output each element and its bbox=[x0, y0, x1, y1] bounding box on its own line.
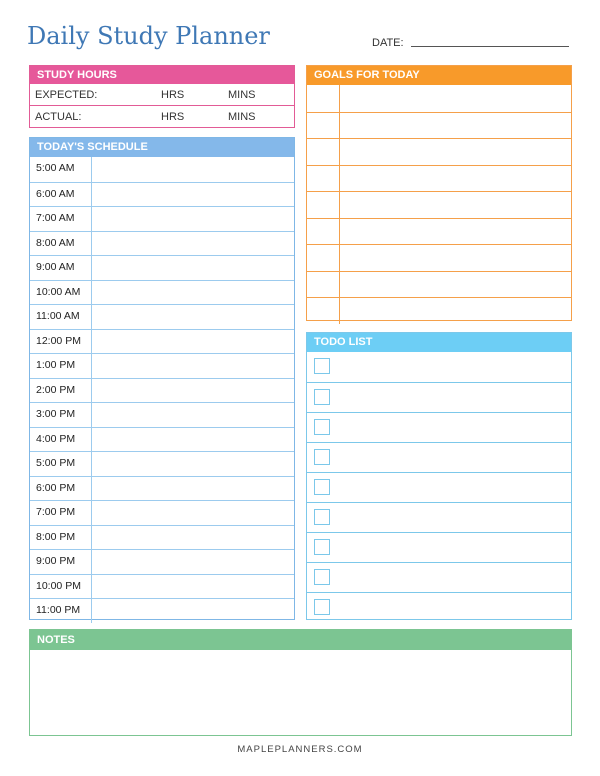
goal-marker-cell bbox=[307, 192, 340, 218]
goal-row[interactable] bbox=[307, 138, 571, 165]
page-title: Daily Study Planner bbox=[27, 22, 270, 50]
schedule-row[interactable] bbox=[30, 182, 294, 207]
schedule-entry-field[interactable] bbox=[92, 452, 294, 476]
date-input-line[interactable] bbox=[411, 46, 569, 47]
schedule-row[interactable] bbox=[30, 280, 294, 305]
date-label: DATE: bbox=[372, 37, 404, 49]
todo-checkbox[interactable] bbox=[314, 569, 330, 585]
todo-row[interactable] bbox=[307, 592, 571, 622]
goal-row[interactable] bbox=[307, 191, 571, 218]
goal-row[interactable] bbox=[307, 165, 571, 192]
goal-marker-cell bbox=[307, 272, 340, 298]
goal-row[interactable] bbox=[307, 271, 571, 298]
goal-row[interactable] bbox=[307, 297, 571, 324]
goal-marker-cell bbox=[307, 166, 340, 192]
schedule-row[interactable] bbox=[30, 402, 294, 427]
expected-hrs-label: HRS bbox=[161, 89, 185, 101]
study-hours-section bbox=[29, 65, 295, 128]
schedule-time-label: 9:00 PM bbox=[30, 550, 92, 574]
schedule-section bbox=[29, 137, 295, 620]
actual-label: ACTUAL: bbox=[35, 111, 82, 123]
schedule-time-label: 12:00 PM bbox=[30, 330, 92, 354]
schedule-entry-field[interactable] bbox=[92, 575, 294, 599]
todo-checkbox[interactable] bbox=[314, 509, 330, 525]
schedule-entry-field[interactable] bbox=[92, 305, 294, 329]
schedule-row[interactable] bbox=[30, 206, 294, 231]
todo-header: TODO LIST bbox=[307, 333, 571, 352]
schedule-time-label: 5:00 AM bbox=[30, 157, 92, 182]
todo-checkbox[interactable] bbox=[314, 389, 330, 405]
schedule-entry-field[interactable] bbox=[92, 157, 294, 182]
schedule-time-label: 10:00 AM bbox=[30, 281, 92, 305]
goal-entry-field[interactable] bbox=[340, 272, 571, 298]
schedule-time-label: 5:00 PM bbox=[30, 452, 92, 476]
schedule-row[interactable] bbox=[30, 329, 294, 354]
goal-entry-field[interactable] bbox=[340, 166, 571, 192]
schedule-time-label: 9:00 AM bbox=[30, 256, 92, 280]
study-hours-expected-row[interactable] bbox=[30, 84, 294, 105]
todo-row[interactable] bbox=[307, 502, 571, 532]
schedule-row[interactable] bbox=[30, 525, 294, 550]
todo-row[interactable] bbox=[307, 442, 571, 472]
schedule-row[interactable] bbox=[30, 427, 294, 452]
todo-checkbox[interactable] bbox=[314, 419, 330, 435]
schedule-time-label: 8:00 AM bbox=[30, 232, 92, 256]
todo-row[interactable] bbox=[307, 382, 571, 412]
schedule-row[interactable] bbox=[30, 231, 294, 256]
todo-checkbox[interactable] bbox=[314, 358, 330, 374]
todo-row[interactable] bbox=[307, 472, 571, 502]
schedule-entry-field[interactable] bbox=[92, 330, 294, 354]
schedule-entry-field[interactable] bbox=[92, 428, 294, 452]
schedule-time-label: 7:00 AM bbox=[30, 207, 92, 231]
schedule-entry-field[interactable] bbox=[92, 477, 294, 501]
goal-row[interactable] bbox=[307, 218, 571, 245]
schedule-row[interactable] bbox=[30, 476, 294, 501]
goal-row[interactable] bbox=[307, 112, 571, 139]
study-hours-actual-row[interactable] bbox=[30, 105, 294, 127]
todo-row[interactable] bbox=[307, 562, 571, 592]
todo-checkbox[interactable] bbox=[314, 539, 330, 555]
goal-marker-cell bbox=[307, 113, 340, 139]
schedule-row[interactable] bbox=[30, 500, 294, 525]
expected-label: EXPECTED: bbox=[35, 89, 98, 101]
schedule-entry-field[interactable] bbox=[92, 183, 294, 207]
schedule-entry-field[interactable] bbox=[92, 501, 294, 525]
schedule-row[interactable] bbox=[30, 598, 294, 623]
todo-row[interactable] bbox=[307, 532, 571, 562]
schedule-row[interactable] bbox=[30, 157, 294, 182]
schedule-entry-field[interactable] bbox=[92, 232, 294, 256]
schedule-entry-field[interactable] bbox=[92, 354, 294, 378]
schedule-time-label: 1:00 PM bbox=[30, 354, 92, 378]
schedule-row[interactable] bbox=[30, 451, 294, 476]
schedule-entry-field[interactable] bbox=[92, 207, 294, 231]
notes-header: NOTES bbox=[30, 630, 571, 650]
schedule-row[interactable] bbox=[30, 574, 294, 599]
goal-entry-field[interactable] bbox=[340, 245, 571, 271]
goal-marker-cell bbox=[307, 85, 340, 112]
todo-checkbox[interactable] bbox=[314, 599, 330, 615]
study-hours-header: STUDY HOURS bbox=[30, 66, 294, 84]
actual-mins-label: MINS bbox=[228, 111, 256, 123]
schedule-time-label: 3:00 PM bbox=[30, 403, 92, 427]
goal-marker-cell bbox=[307, 219, 340, 245]
goal-entry-field[interactable] bbox=[340, 139, 571, 165]
notes-section bbox=[29, 629, 572, 736]
goal-row[interactable] bbox=[307, 244, 571, 271]
todo-checkbox[interactable] bbox=[314, 449, 330, 465]
schedule-time-label: 7:00 PM bbox=[30, 501, 92, 525]
goal-entry-field[interactable] bbox=[340, 85, 571, 112]
goal-entry-field[interactable] bbox=[340, 192, 571, 218]
schedule-row[interactable] bbox=[30, 255, 294, 280]
schedule-entry-field[interactable] bbox=[92, 599, 294, 623]
schedule-entry-field[interactable] bbox=[92, 526, 294, 550]
schedule-entry-field[interactable] bbox=[92, 256, 294, 280]
schedule-time-label: 11:00 PM bbox=[30, 599, 92, 623]
schedule-time-label: 11:00 AM bbox=[30, 305, 92, 329]
goal-entry-field[interactable] bbox=[340, 298, 571, 324]
schedule-entry-field[interactable] bbox=[92, 379, 294, 403]
schedule-time-label: 6:00 AM bbox=[30, 183, 92, 207]
schedule-time-label: 10:00 PM bbox=[30, 575, 92, 599]
schedule-row[interactable] bbox=[30, 304, 294, 329]
todo-checkbox[interactable] bbox=[314, 479, 330, 495]
schedule-time-label: 2:00 PM bbox=[30, 379, 92, 403]
schedule-header: TODAY'S SCHEDULE bbox=[30, 138, 294, 157]
goal-marker-cell bbox=[307, 298, 340, 324]
schedule-time-label: 8:00 PM bbox=[30, 526, 92, 550]
goal-row[interactable] bbox=[307, 85, 571, 112]
schedule-entry-field[interactable] bbox=[92, 281, 294, 305]
actual-hrs-label: HRS bbox=[161, 111, 185, 123]
goals-header: GOALS FOR TODAY bbox=[307, 66, 571, 85]
schedule-entry-field[interactable] bbox=[92, 403, 294, 427]
schedule-entry-field[interactable] bbox=[92, 550, 294, 574]
footer-website: MAPLEPLANNERS.COM bbox=[237, 744, 363, 755]
goals-section bbox=[306, 65, 572, 321]
schedule-time-label: 6:00 PM bbox=[30, 477, 92, 501]
todo-section bbox=[306, 332, 572, 620]
goal-entry-field[interactable] bbox=[340, 219, 571, 245]
goal-marker-cell bbox=[307, 139, 340, 165]
expected-mins-label: MINS bbox=[228, 89, 256, 101]
schedule-row[interactable] bbox=[30, 353, 294, 378]
schedule-row[interactable] bbox=[30, 378, 294, 403]
goal-entry-field[interactable] bbox=[340, 113, 571, 139]
todo-row[interactable] bbox=[307, 352, 571, 382]
schedule-time-label: 4:00 PM bbox=[30, 428, 92, 452]
todo-row[interactable] bbox=[307, 412, 571, 442]
goal-marker-cell bbox=[307, 245, 340, 271]
schedule-row[interactable] bbox=[30, 549, 294, 574]
notes-area[interactable] bbox=[30, 650, 571, 735]
